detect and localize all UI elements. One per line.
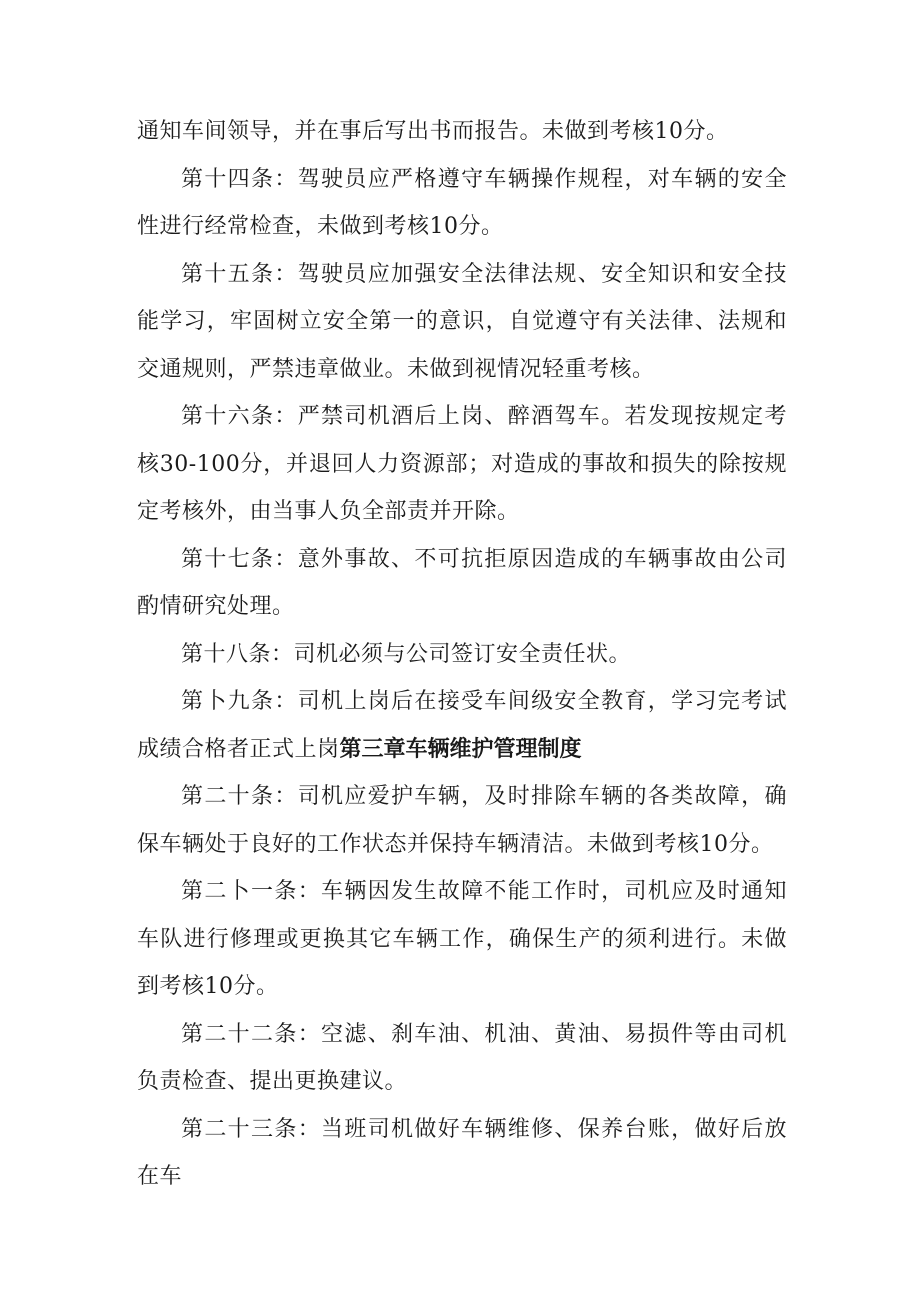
article-17 — [137, 536, 787, 631]
paragraph-text: 第二卜一条：车辆因发生故障不能工作时，司机应及时通知车队进行修理或更换其它车辆工作，确保生产的须利进行。未做到考核10分。 — [137, 879, 787, 999]
paragraph-text: 第十八条：司机必须与公司签订安全责任状。 — [181, 641, 632, 667]
paragraph-text: 第十四条：驾驶员应严格遵守车辆操作规程，对车辆的安全性进行经常检查，未做到考核10分。 — [137, 166, 787, 239]
paragraph-text: 第十六条：严禁司机酒后上岗、醉酒驾车。若发现按规定考核30-100分，并退回人力资源部；对造成的事故和损失的除按规定考核外，由当事人负全部责并开除。 — [137, 404, 787, 524]
article-15 — [137, 251, 787, 394]
paragraph-text: 第二十三条：当班司机做好车辆维修、保养台账，做好后放在车 — [137, 1116, 787, 1189]
article-20 — [137, 773, 787, 868]
article-18 — [137, 631, 787, 679]
paragraph-text: 第十五条：驾驶员应加强安全法律法规、安全知识和安全技能学习，牢固树立安全第一的意识，自觉遵守有关法律、法规和交通规则，严禁违章做业。未做到视情况轻重考核。 — [137, 261, 787, 382]
paragraph-text: 通知车间领导，并在事后写出书而报告。未做到考核10分。 — [137, 119, 729, 144]
document-body — [137, 108, 787, 1201]
paragraph-text: 第十七条：意外事故、不可抗拒原因造成的车辆事故由公司酌情研究处理。 — [137, 546, 787, 619]
article-19 — [137, 678, 787, 773]
article-14 — [137, 156, 787, 251]
paragraph-text: 第二十二条：空滤、刹车油、机油、黄油、易损件等由司机负责检查、提出更换建议。 — [137, 1021, 787, 1094]
article-22 — [137, 1011, 787, 1106]
paragraph-text: 第卜九条：司机上岗后在接受车间级安全教育，学习完考试成绩合格者正式上岗 — [137, 689, 787, 762]
chapter-3-heading: 第三章车辆维护管理制度 — [339, 736, 582, 762]
article-21 — [137, 868, 787, 1011]
paragraph-text: 第二十条：司机应爱护车辆，及时排除车辆的各类故障，确保车辆处于良好的工作状态并保持车辆清洁。未做到考核10分。 — [137, 784, 787, 857]
paragraph-continuation — [137, 108, 787, 156]
article-16 — [137, 393, 787, 536]
article-23 — [137, 1106, 787, 1201]
